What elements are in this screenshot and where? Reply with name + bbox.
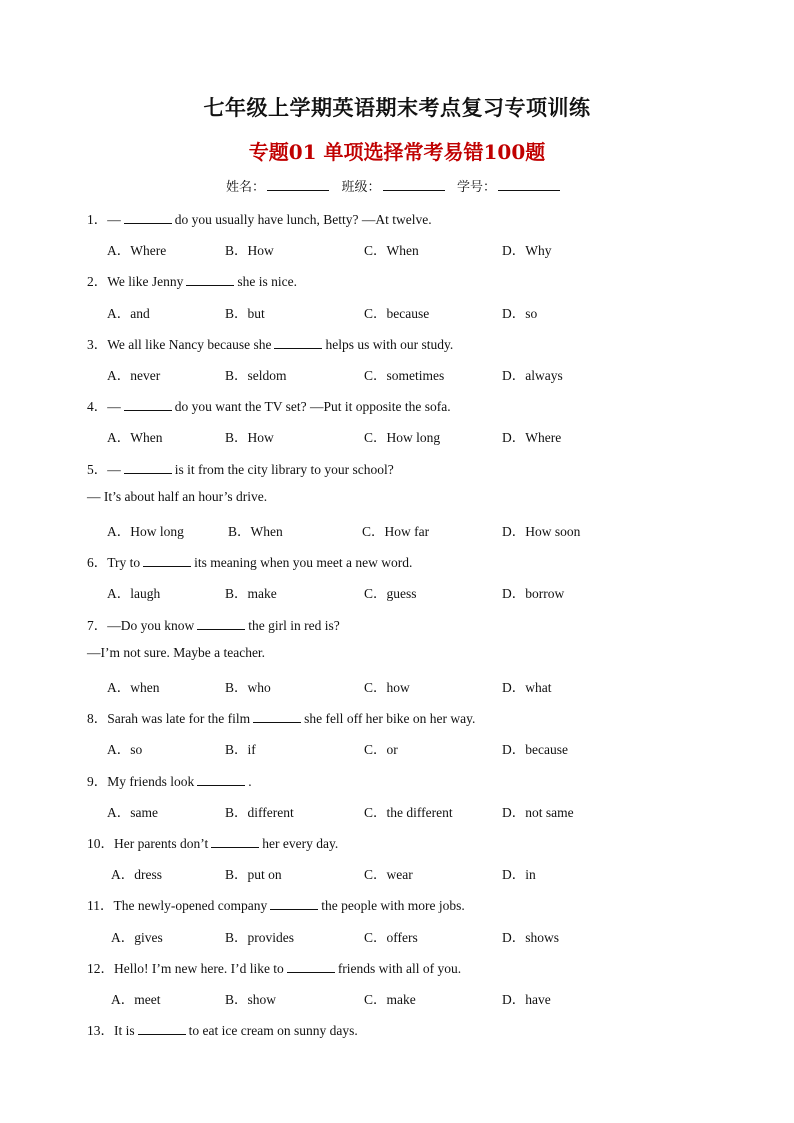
question-stem [87,1019,358,1039]
option-d[interactable]: D．not same [502,804,574,820]
class-blank [383,178,445,191]
option-c[interactable]: C．How long [364,430,441,446]
question-reply: —I’m not sure. Maybe a teacher. [87,644,266,660]
page-title: 七年级上学期英语期末考点复习专项训练 [203,95,591,120]
question-text-before: It is [114,1023,135,1039]
option-c[interactable]: C．guess [364,586,417,602]
question-reply: — It’s about half an hour’s drive. [87,488,268,504]
option-b[interactable]: B．who [225,680,271,695]
question-text-before: — [107,461,121,477]
option-a[interactable]: A．laugh [107,586,161,602]
option-a[interactable]: A．same [107,804,158,820]
question-text-before: Try to [107,555,141,571]
option-d[interactable]: D．borrow [502,586,565,602]
option-c[interactable]: C．sometimes [364,368,445,383]
answer-blank[interactable] [124,399,172,411]
option-b[interactable]: B．seldom [225,368,287,383]
question-text-after: her every day. [262,836,339,851]
question-text-before: Her parents don’t [114,836,209,851]
question-stem [87,551,412,571]
option-a[interactable]: A．Where [107,243,167,259]
option-b[interactable]: B．put on [225,867,282,883]
question-stem [87,333,453,353]
option-b[interactable]: B．When [228,524,283,539]
question-stem [87,395,451,415]
question-text-after: friends with all of you. [337,960,462,976]
option-d[interactable]: D．always [502,368,563,383]
question-number: 9． [87,773,108,789]
question-text-before: —Do you know [107,617,195,633]
question-text-before: — [107,399,121,415]
option-c[interactable]: C．or [364,742,398,758]
option-d[interactable]: D．in [502,867,536,883]
option-b[interactable]: B．show [225,992,277,1007]
option-a[interactable]: A．How long [107,524,184,539]
option-c[interactable]: C．When [364,243,419,259]
question-text-after: do you want the TV set? —Put it opposite the sofa. [174,399,451,415]
option-a[interactable]: A．never [107,368,161,383]
option-b[interactable]: B．if [225,742,256,758]
option-d[interactable]: D．what [502,680,552,695]
answer-blank[interactable] [143,555,191,567]
answer-blank[interactable] [197,618,245,630]
question-text-before: My friends look [107,773,195,789]
option-a[interactable]: A．and [107,305,150,321]
option-a[interactable]: A．when [107,680,160,695]
option-d[interactable]: D．have [502,992,551,1007]
question-text-after: the people with more jobs. [321,898,465,914]
option-d[interactable]: D．because [502,742,568,758]
answer-blank[interactable] [270,898,318,910]
answer-blank[interactable] [124,462,172,474]
option-c[interactable]: C．make [364,992,416,1007]
answer-blank[interactable] [138,1023,186,1035]
question-number: 3． [87,336,108,352]
question-number: 8． [87,711,108,727]
class-label: 班级： [341,180,381,195]
question-stem [87,270,297,290]
question-stem [87,770,252,790]
answer-blank[interactable] [274,337,322,349]
question-number: 2． [87,274,108,290]
question-text-after: helps us with our study. [325,336,454,352]
option-d[interactable]: D．so [502,305,538,321]
question-number: 5． [87,461,108,477]
question-text-after: the girl in red is? [248,617,340,633]
option-c[interactable]: C．offers [364,929,418,945]
page-subtitle: 专题01 单项选择常考易错100题 [248,140,546,164]
question-number: 7． [87,617,108,633]
id-blank [498,178,560,191]
question-text-before: We like Jenny [107,274,184,290]
student-info-line [0,176,794,195]
option-b[interactable]: B．provides [225,929,294,945]
question-number: 6． [87,555,108,571]
question-stem [87,957,461,977]
option-d[interactable]: D．Why [502,243,552,259]
option-d[interactable]: D．shows [502,929,560,945]
option-c[interactable]: C．the different [364,804,453,820]
answer-blank[interactable] [186,274,234,286]
question-text-after: to eat ice cream on sunny days. [188,1023,358,1039]
question-stem [87,208,432,228]
option-b[interactable]: B．How [225,430,274,446]
option-b[interactable]: B．How [225,243,274,259]
name-blank [267,178,329,191]
option-a[interactable]: A．dress [111,867,162,883]
question-number: 10． [87,836,114,851]
option-b[interactable]: B．different [225,804,294,820]
question-number: 1． [87,212,108,227]
option-d[interactable]: D．Where [502,430,562,446]
option-c[interactable]: C．because [364,305,430,321]
answer-blank[interactable] [253,711,301,723]
question-text-before: Hello! I’m new here. I’d like to [114,960,284,976]
question-number: 4． [87,399,108,415]
question-text-before: Sarah was late for the film [107,711,251,727]
question-text-before: We all like Nancy because she [107,336,272,352]
option-a[interactable]: A．so [107,742,143,758]
answer-blank[interactable] [287,961,335,973]
question-text-before: The newly-opened company [113,898,268,914]
option-b[interactable]: B．but [225,305,265,321]
question-stem [87,832,338,852]
question-text-after: she is nice. [237,274,298,290]
question-text-after: do you usually have lunch, Betty? —At twelve. [174,212,432,227]
option-b[interactable]: B．make [225,586,277,602]
question-text-after: she fell off her bike on her way. [304,711,476,727]
option-d[interactable]: D．How soon [502,524,581,539]
question-text-after: . [248,773,252,789]
option-a[interactable]: A．meet [111,992,161,1007]
answer-blank[interactable] [197,774,245,786]
question-stem [87,614,340,634]
option-c[interactable]: C．wear [364,867,413,883]
answer-blank[interactable] [124,212,172,224]
question-text-after: its meaning when you meet a new word. [194,555,413,571]
answer-blank[interactable] [211,836,259,848]
question-stem [87,707,475,727]
question-stem [87,458,394,478]
option-c[interactable]: C．How far [362,524,430,539]
id-label: 学号： [456,180,496,195]
option-a[interactable]: A．When [107,430,163,446]
name-label: 姓名： [226,180,266,195]
option-c[interactable]: C．how [364,680,410,695]
option-a[interactable]: A．gives [111,929,163,945]
question-text-after: is it from the city library to your school? [174,461,394,477]
question-number: 13． [87,1023,114,1039]
question-text-before: — [107,212,121,227]
question-number: 12． [87,960,114,976]
question-stem [87,894,465,914]
question-number: 11． [87,898,114,914]
